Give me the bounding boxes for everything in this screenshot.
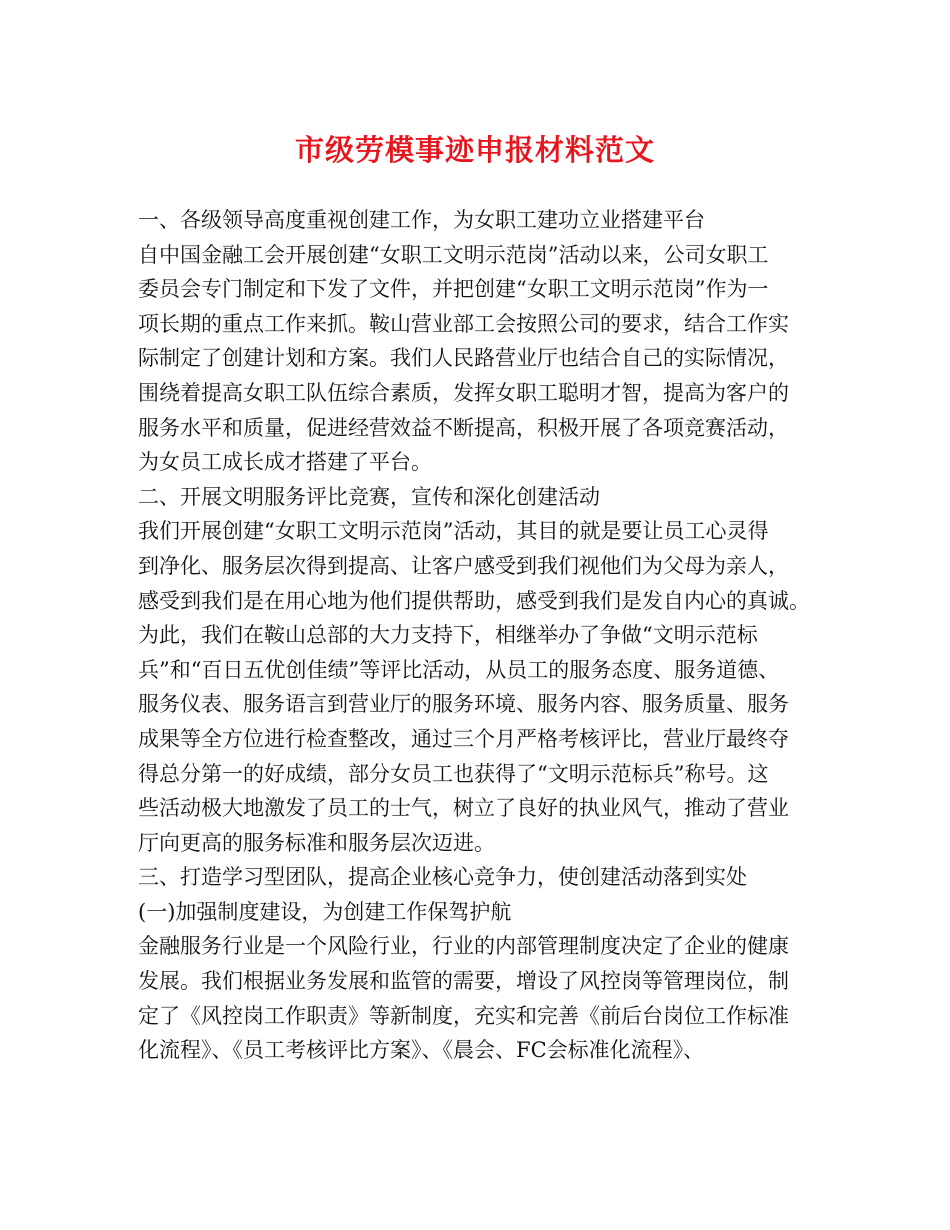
text-line: 成果等全方位进行检查整改，通过三个月严格考核评比，营业厅最终夺 bbox=[138, 726, 789, 751]
text-line: 我们开展创建“女职工文明示范岗”活动，其目的就是要让员工心灵得 bbox=[138, 519, 769, 544]
text-line: 得总分第一的好成绩，部分女员工也获得了“文明示范标兵”称号。这 bbox=[138, 761, 769, 786]
text-line: 委员会专门制定和下发了文件，并把创建“女职工文明示范岗”作为一 bbox=[138, 277, 769, 302]
text-line: 些活动极大地激发了员工的士气，树立了良好的执业风气，推动了营业 bbox=[138, 796, 789, 821]
text-line: 项长期的重点工作来抓。鞍山营业部工会按照公司的要求，结合工作实 bbox=[138, 311, 789, 336]
text-line: 为女员工成长成才搭建了平台。 bbox=[138, 450, 432, 475]
document-title: 市级劳模事迹申报材料范文 bbox=[294, 133, 655, 167]
text-line: 服务仪表、服务语言到营业厅的服务环境、服务内容、服务质量、服务 bbox=[138, 692, 789, 717]
text-line: 一、各级领导高度重视创建工作，为女职工建功立业搭建平台 bbox=[138, 208, 705, 232]
text-line: 为此，我们在鞍山总部的大力支持下，相继举办了争做“文明示范标 bbox=[138, 623, 758, 648]
text-line: 三、打造学习型团队，提高企业核心竞争力，使创建活动落到实处 bbox=[138, 865, 747, 890]
text-line: (一)加强制度建设，为创建工作保驾护航 bbox=[138, 899, 512, 924]
text-line: 定了《风控岗工作职责》等新制度，充实和完善《前后台岗位工作标准 bbox=[138, 1003, 789, 1028]
text-line: 感受到我们是在用心地为他们提供帮助，感受到我们是发自内心的真诚。 bbox=[138, 588, 810, 613]
text-line: 到净化、服务层次得到提高、让客户感受到我们视他们为父母为亲人， bbox=[138, 553, 789, 578]
text-line: 厅向更高的服务标准和服务层次迈进。 bbox=[138, 830, 495, 855]
text-line: 自中国金融工会开展创建“女职工文明示范岗”活动以来，公司女职工 bbox=[138, 242, 769, 267]
document-body bbox=[138, 203, 818, 1068]
text-line: 金融服务行业是一个风险行业，行业的内部管理制度决定了企业的健康 bbox=[138, 934, 789, 959]
text-line: 际制定了创建计划和方案。我们人民路营业厅也结合自己的实际情况， bbox=[138, 346, 789, 371]
text-line: 服务水平和质量，促进经营效益不断提高，积极开展了各项竞赛活动， bbox=[138, 415, 789, 440]
text-line: 兵”和“百日五优创佳绩”等评比活动，从员工的服务态度、服务道德、 bbox=[138, 657, 780, 682]
text-line: 发展。我们根据业务发展和监管的需要，增设了风控岗等管理岗位，制 bbox=[138, 969, 789, 994]
text-line: 围绕着提高女职工队伍综合素质，发挥女职工聪明才智，提高为客户的 bbox=[138, 380, 789, 405]
text-line: 二、开展文明服务评比竞赛，宣传和深化创建活动 bbox=[138, 484, 600, 509]
text-line: 化流程》、《员工考核评比方案》、《晨会、FC会标准化流程》、 bbox=[138, 1038, 705, 1063]
